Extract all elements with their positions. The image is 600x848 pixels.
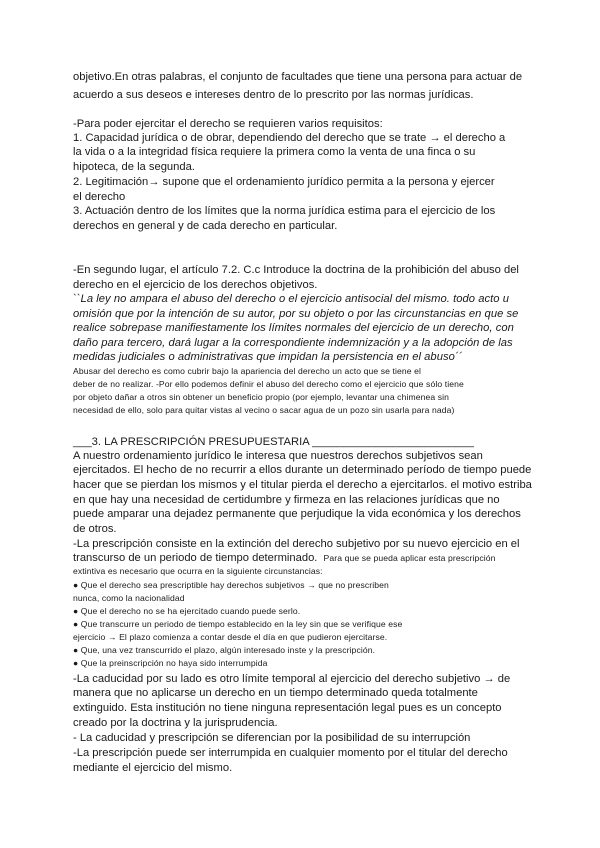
caducidad-line: creado por la doctrina y la jurisprudencia.	[73, 717, 278, 729]
abuso-line: derecho en el ejercicio de los derechos objetivos.	[73, 279, 318, 291]
prescripcion-para-line: ejercitados. El hecho de no recurrir a ellos durante un determinado período de tiempo puede	[73, 464, 532, 476]
prescripcion-definition: -La prescripción consiste en la extinción del derecho subjetivo por su nuevo ejercicio en el	[73, 538, 520, 550]
intro-line: acuerdo a sus deseos e intereses dentro de lo prescrito por las normas jurídicas.	[73, 89, 474, 101]
bullet-item: nunca, como la nacionalidad	[73, 593, 185, 603]
prescripcion-para-line: de otros.	[73, 523, 117, 535]
bullet-item: ejercicio → El plazo comienza a contar desde el día en que pudieron ejercitarse.	[73, 632, 388, 642]
caducidad-line: extinguido. Esta institución no tiene ninguna representación legal pues es un concepto	[73, 702, 502, 714]
requisitos-line: la vida o a la integridad física requiere la primera como la venta de una finca o su	[73, 146, 476, 158]
prescripcion-para-line: puede amparar una dejadez permanente que perjudique la vida económica y los derechos	[73, 508, 521, 520]
abuso-quote-line: ``La ley no ampara el abuso del derecho o el ejercicio antisocial del mismo. todo acto u	[73, 293, 509, 305]
abuso-quote-line: medidas judiciales o administrativas que impidan la persistencia en el abuso´´	[73, 351, 463, 363]
abuso-quote-line: realice sobrepase manifiestamente los límites normales del ejercicio de un derecho, con	[73, 322, 514, 334]
caducidad-line: -La prescripción puede ser interrumpida en cualquier momento por el titular del derecho	[73, 747, 508, 759]
prescripcion-para-line: A nuestro ordenamiento jurídico le interesa que nuestros derechos subjetivos sean	[73, 450, 483, 462]
prescripcion-definition-line	[73, 551, 496, 565]
abuso-quote-line: omisión que por la intención de su autor, por su objeto o por las circunstancias en que se	[73, 308, 519, 320]
requisitos-line: hipoteca, de la segunda.	[73, 161, 195, 173]
bullet-item: ● Que, una vez transcurrido el plazo, algún interesado inste y la prescripción.	[73, 645, 376, 655]
caducidad-line: manera que no aplicarse un derecho en un tiempo determinado queda totalmente	[73, 687, 478, 699]
caducidad-line: - La caducidad y prescripción se diferencian por la posibilidad de su interrupción	[73, 732, 471, 744]
requisitos-line: el derecho	[73, 191, 126, 203]
requisitos-line: derechos en general y de cada derecho en particular.	[73, 220, 338, 232]
requisitos-line: 1. Capacidad jurídica o de obrar, dependiendo del derecho que se trate → el derecho a	[73, 132, 506, 144]
bullet-item: ● Que el derecho no se ha ejercitado cuando puede serlo.	[73, 606, 301, 616]
abuso-note-line: por objeto dañar a otros sin obtener un beneficio propio (por ejemplo, levantar una chimenea sin	[73, 392, 450, 402]
prescripcion-definition-small: Para que se pueda aplicar esta prescripción	[323, 553, 496, 563]
requisitos-line: 2. Legitimación→ supone que el ordenamiento jurídico permita a la persona y ejercer	[73, 176, 495, 188]
caducidad-line: -La caducidad por su lado es otro límite temporal al ejercicio del derecho subjetivo → de	[73, 673, 511, 685]
prescripcion-para-line: hacer que se pierdan los mismos y el titular pierda el derecho a ejercitarlos. el motivo estriba	[73, 479, 532, 491]
requisitos-lead: -Para poder ejercitar el derecho se requieren varios requisitos:	[73, 118, 383, 130]
prescripcion-para-line: en que hay una necesidad de certidumbre y firmeza en las relaciones jurídicas que no	[73, 494, 500, 506]
abuso-note-line: Abusar del derecho es como cubrir bajo la apariencia del derecho un acto que se tiene el	[73, 366, 421, 376]
section-heading: ___3. LA PRESCRIPCIÓN PRESUPUESTARIA __________________________	[73, 436, 474, 448]
intro-line: objetivo.En otras palabras, el conjunto de facultades que tiene una persona para actuar de	[73, 71, 523, 83]
requisitos-line: 3. Actuación dentro de los límites que la norma jurídica estima para el ejercicio de los	[73, 205, 496, 217]
bullet-item: ● Que el derecho sea prescriptible hay derechos subjetivos → que no prescriben	[73, 580, 389, 590]
bullet-item: ● Que la preinscripción no haya sido interrumpida	[73, 658, 268, 668]
abuso-note-line: deber de no realizar. -Por ello podemos definir el abuso del derecho como el ejercicio que sólo tiene	[73, 379, 464, 389]
bullet-item: ● Que transcurre un periodo de tiempo establecido en la ley sin que se verifique ese	[73, 619, 403, 629]
abuso-line: -En segundo lugar, el artículo 7.2. C.c Introduce la doctrina de la prohibición del abuso del	[73, 264, 519, 276]
caducidad-line: mediante el ejercicio del mismo.	[73, 762, 233, 774]
abuso-note-line: necesidad de ello, solo para quitar vistas al vecino o sacar agua de un pozo sin usarla para nada)	[73, 405, 455, 415]
abuso-quote-line: daño para tercero, dará lugar a la correspondiente indemnización y a la adopción de las	[73, 337, 513, 349]
prescripcion-definition-main: transcurso de un periodo de tiempo determinado.	[73, 552, 318, 564]
prescripcion-circumstances: extintiva es necesario que ocurra en la siguiente circunstancias:	[73, 566, 323, 576]
